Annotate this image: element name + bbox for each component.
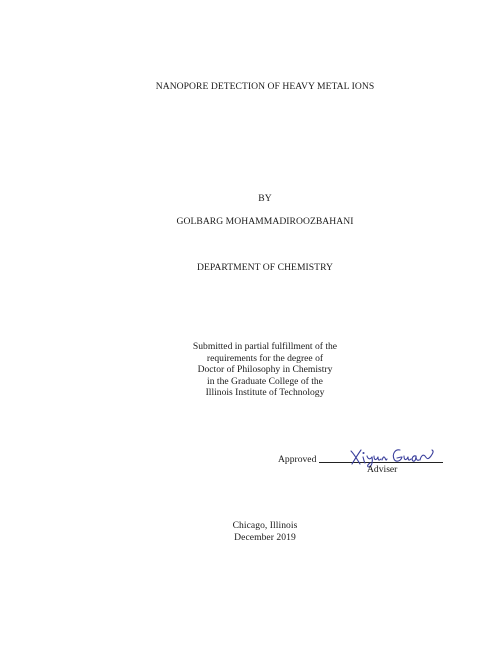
submission-line: in the Graduate College of the (207, 375, 323, 387)
thesis-title: NANOPORE DETECTION OF HEAVY METAL IONS (155, 81, 375, 92)
place: Chicago, Illinois (232, 520, 298, 531)
approval-block (278, 442, 448, 482)
submission-line: Illinois Institute of Technology (205, 387, 325, 399)
submission-statement (0, 341, 500, 399)
by-label: BY (258, 193, 272, 204)
approved-label: Approved (278, 454, 317, 465)
submission-line: requirements for the degree of (206, 352, 324, 364)
department-name: DEPARTMENT OF CHEMISTRY (197, 262, 333, 273)
submission-line: Doctor of Philosophy in Chemistry (197, 364, 333, 376)
submission-line: Submitted in partial fulfillment of the (192, 341, 338, 352)
date: December 2019 (234, 532, 296, 543)
author-name: GOLBARG MOHAMMADIROOZBAHANI (176, 216, 354, 227)
adviser-label: Adviser (367, 464, 398, 475)
